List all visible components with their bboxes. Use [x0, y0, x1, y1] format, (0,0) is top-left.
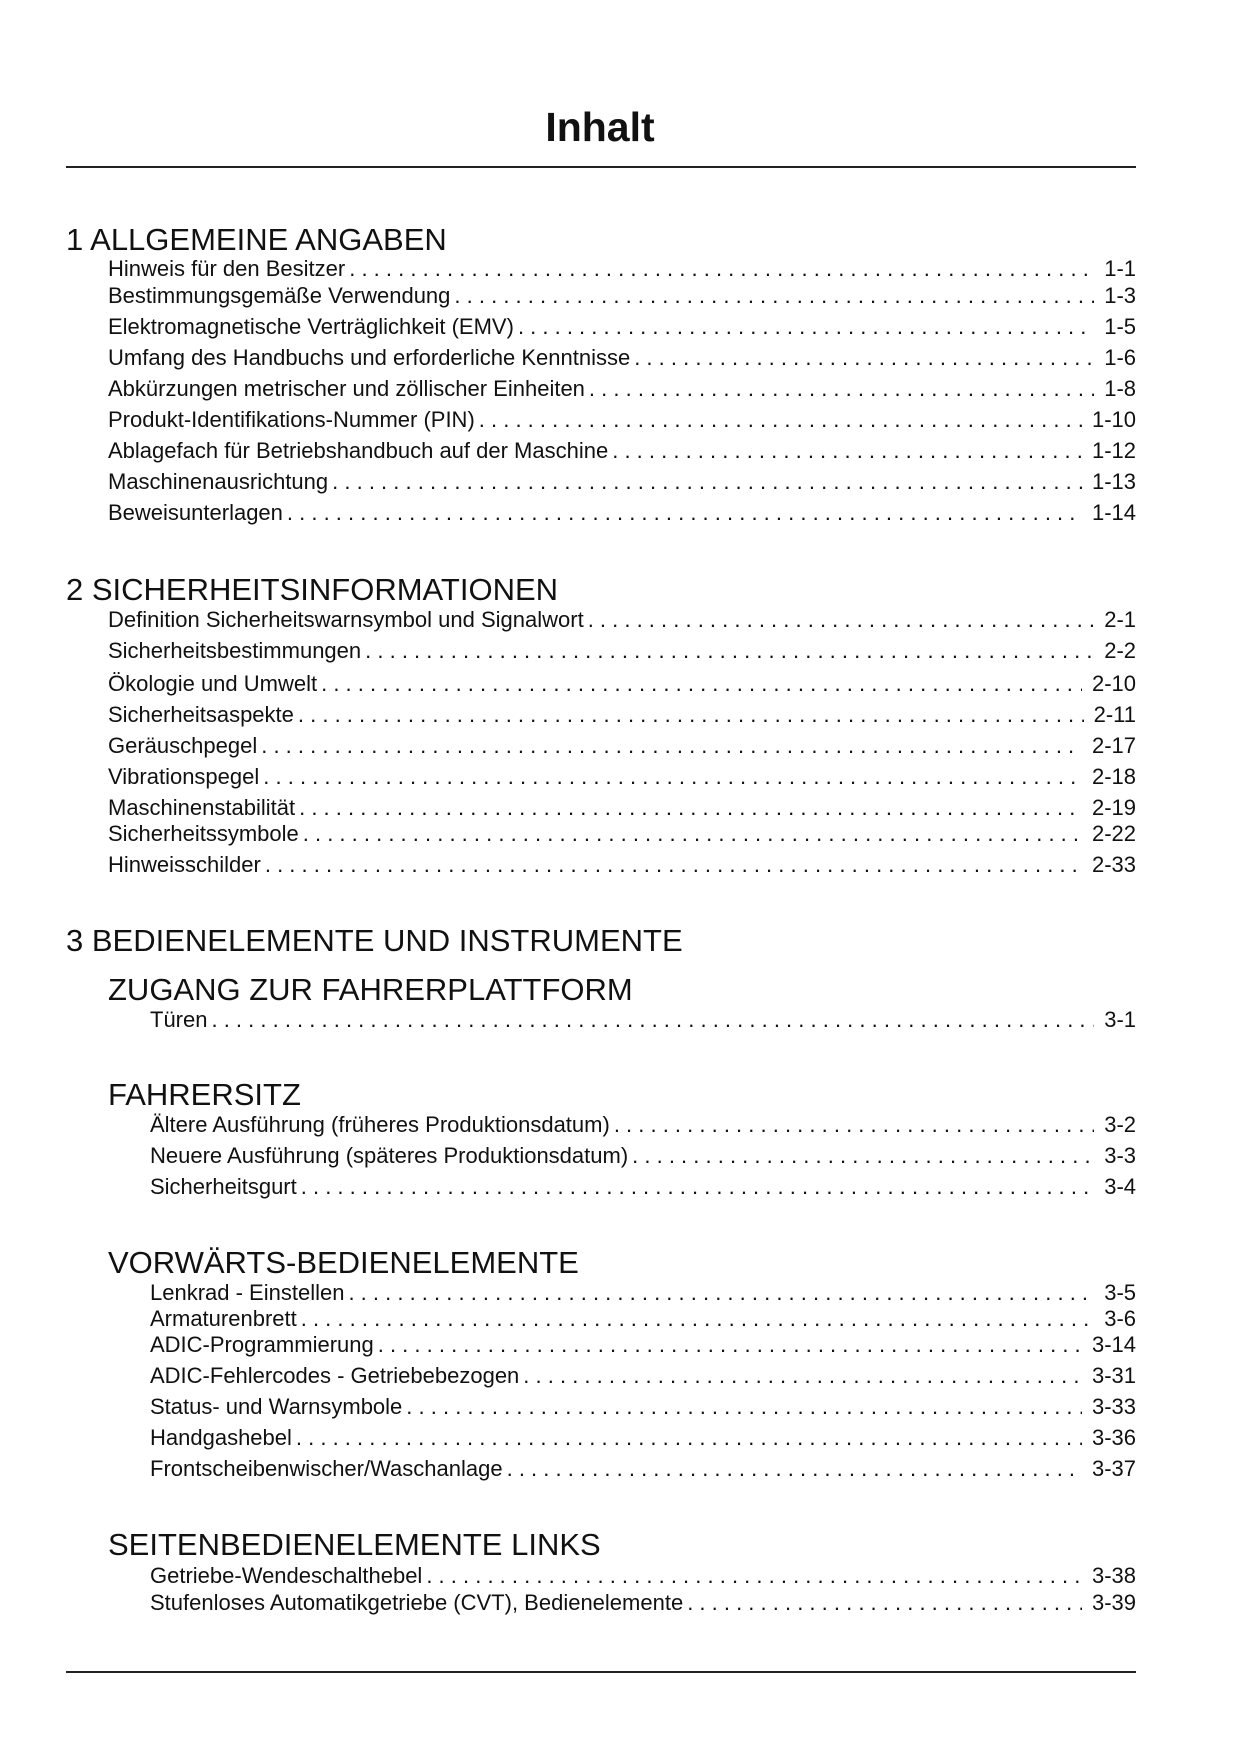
toc-entry-page: 1-12 [1091, 438, 1136, 463]
section-heading: VORWÄRTS-BEDIENELEMENTE [108, 1245, 579, 1280]
toc-entry[interactable] [108, 255, 1136, 282]
toc-entry-page: 3-31 [1091, 1363, 1136, 1388]
toc-entry[interactable] [108, 820, 1136, 847]
toc-entry[interactable] [150, 1562, 1136, 1589]
toc-entry[interactable] [108, 313, 1136, 340]
toc-entry-page: 1-13 [1091, 469, 1136, 494]
toc-entry-label: Ökologie und Umwelt [108, 671, 318, 696]
toc-entry-label: Ältere Ausführung (früheres Produktionsdatum) [150, 1112, 610, 1137]
toc-entry[interactable] [108, 606, 1136, 633]
toc-entry-page: 3-5 [1104, 1280, 1136, 1305]
chapter-2-heading: 2 SICHERHEITSINFORMATIONEN [66, 572, 559, 607]
toc-entry-page: 1-10 [1091, 407, 1136, 432]
toc-entry-label: Türen [150, 1007, 208, 1032]
toc-entry[interactable] [150, 1111, 1136, 1138]
toc-entry-label: Umfang des Handbuchs und erforderliche Kenntnisse [108, 345, 631, 370]
toc-entry-page: 3-39 [1091, 1590, 1136, 1615]
toc-entry-label: Abkürzungen metrischer und zöllischer Einheiten [108, 376, 585, 401]
toc-entry-page: 3-2 [1104, 1112, 1136, 1137]
toc-entry-page: 3-3 [1104, 1143, 1136, 1168]
toc-entry[interactable] [150, 1173, 1136, 1200]
toc-entry-label: Bestimmungsgemäße Verwendung [108, 283, 451, 308]
toc-entry-label: Armaturenbrett [150, 1306, 297, 1331]
toc-entry-label: Ablagefach für Betriebshandbuch auf der Maschine [108, 438, 609, 463]
toc-entry-page: 3-1 [1104, 1007, 1136, 1032]
toc-entry-page: 2-33 [1091, 852, 1136, 877]
toc-entry-page: 3-33 [1091, 1394, 1136, 1419]
toc-entry[interactable] [108, 468, 1136, 495]
toc-entry[interactable] [150, 1331, 1136, 1358]
bottom-divider [66, 1671, 1136, 1673]
toc-entry-page: 1-1 [1104, 256, 1136, 281]
toc-entry[interactable] [150, 1142, 1136, 1169]
toc-entry-label: Sicherheitsgurt [150, 1174, 297, 1199]
top-divider [66, 166, 1136, 168]
toc-entry-page: 3-37 [1091, 1456, 1136, 1481]
toc-entry-page: 1-5 [1104, 314, 1136, 339]
chapter-1-heading: 1 ALLGEMEINE ANGABEN [66, 222, 447, 257]
toc-entry-label: Elektromagnetische Verträglichkeit (EMV) [108, 314, 514, 339]
section-heading: FAHRERSITZ [108, 1077, 301, 1112]
toc-entry-label: ADIC-Programmierung [150, 1332, 374, 1357]
toc-entry-label: Getriebe-Wendeschalthebel [150, 1563, 423, 1588]
section-heading: SEITENBEDIENELEMENTE LINKS [108, 1527, 601, 1562]
toc-entry-label: Maschinenstabilität [108, 795, 296, 820]
toc-entry-page: 3-4 [1104, 1174, 1136, 1199]
toc-entry-label: Sicherheitsbestimmungen [108, 638, 362, 663]
toc-entry-label: Hinweisschilder [108, 852, 261, 877]
toc-entry[interactable] [150, 1589, 1136, 1616]
toc-entry-label: Vibrationspegel [108, 764, 260, 789]
toc-entry-page: 2-22 [1091, 821, 1136, 846]
toc-entry-page: 2-18 [1091, 764, 1136, 789]
toc-entry-page: 3-14 [1091, 1332, 1136, 1357]
toc-entry-page: 1-6 [1104, 345, 1136, 370]
toc-entry-page: 1-8 [1104, 376, 1136, 401]
toc-entry-label: ADIC-Fehlercodes - Getriebebezogen [150, 1363, 520, 1388]
toc-entry-page: 3-38 [1091, 1563, 1136, 1588]
toc-entry-page: 2-2 [1104, 638, 1136, 663]
toc-entry[interactable] [150, 1279, 1136, 1306]
toc-entry-label: Definition Sicherheitswarnsymbol und Signalwort [108, 607, 584, 632]
toc-entry[interactable] [108, 437, 1136, 464]
toc-entry[interactable] [150, 1393, 1136, 1420]
toc-entry[interactable] [108, 794, 1136, 821]
toc-entry[interactable] [108, 732, 1136, 759]
toc-entry-page: 2-11 [1093, 702, 1136, 727]
page-title: Inhalt [545, 104, 655, 150]
toc-entry-label: Hinweis für den Besitzer [108, 256, 346, 281]
toc-entry[interactable] [108, 499, 1136, 526]
toc-entry-page: 2-17 [1091, 733, 1136, 758]
toc-entry-page: 2-19 [1091, 795, 1136, 820]
toc-entry[interactable] [108, 851, 1136, 878]
toc-entry-label: Beweisunterlagen [108, 500, 283, 525]
toc-entry[interactable] [108, 637, 1136, 664]
toc-entry[interactable] [150, 1362, 1136, 1389]
toc-entry-label: Frontscheibenwischer/Waschanlage [150, 1456, 503, 1481]
toc-entry[interactable] [108, 763, 1136, 790]
toc-entry[interactable] [108, 701, 1136, 728]
toc-entry-label: Maschinenausrichtung [108, 469, 329, 494]
toc-entry-label: Sicherheitssymbole [108, 821, 299, 846]
section-heading: ZUGANG ZUR FAHRERPLATTFORM [108, 972, 633, 1007]
toc-entry[interactable] [150, 1006, 1136, 1033]
toc-entry-page: 3-36 [1091, 1425, 1136, 1450]
toc-entry-label: Handgashebel [150, 1425, 292, 1450]
toc-entry-page: 2-1 [1104, 607, 1136, 632]
chapter-3-heading: 3 BEDIENELEMENTE UND INSTRUMENTE [66, 923, 683, 958]
toc-entry-page: 3-6 [1104, 1306, 1136, 1331]
toc-entry-page: 2-10 [1091, 671, 1136, 696]
toc-entry-label: Lenkrad - Einstellen [150, 1280, 345, 1305]
toc-entry[interactable] [108, 406, 1136, 433]
toc-entry[interactable] [108, 282, 1136, 309]
toc-entry-label: Stufenloses Automatikgetriebe (CVT), Bedienelemente [150, 1590, 684, 1615]
toc-entry[interactable] [150, 1455, 1136, 1482]
toc-entry[interactable] [108, 344, 1136, 371]
toc-entry-page: 1-3 [1104, 283, 1136, 308]
toc-entry-label: Status- und Warnsymbole [150, 1394, 403, 1419]
toc-entry-page: 1-14 [1091, 500, 1136, 525]
toc-entry-label: Produkt-Identifikations-Nummer (PIN) [108, 407, 475, 432]
toc-entry-label: Sicherheitsaspekte [108, 702, 294, 727]
toc-entry[interactable] [150, 1424, 1136, 1451]
toc-entry-label: Neuere Ausführung (späteres Produktionsdatum) [150, 1143, 629, 1168]
toc-entry[interactable] [150, 1305, 1136, 1332]
toc-entry-label: Geräuschpegel [108, 733, 258, 758]
toc-entry[interactable] [108, 375, 1136, 402]
toc-entry[interactable] [108, 670, 1136, 697]
